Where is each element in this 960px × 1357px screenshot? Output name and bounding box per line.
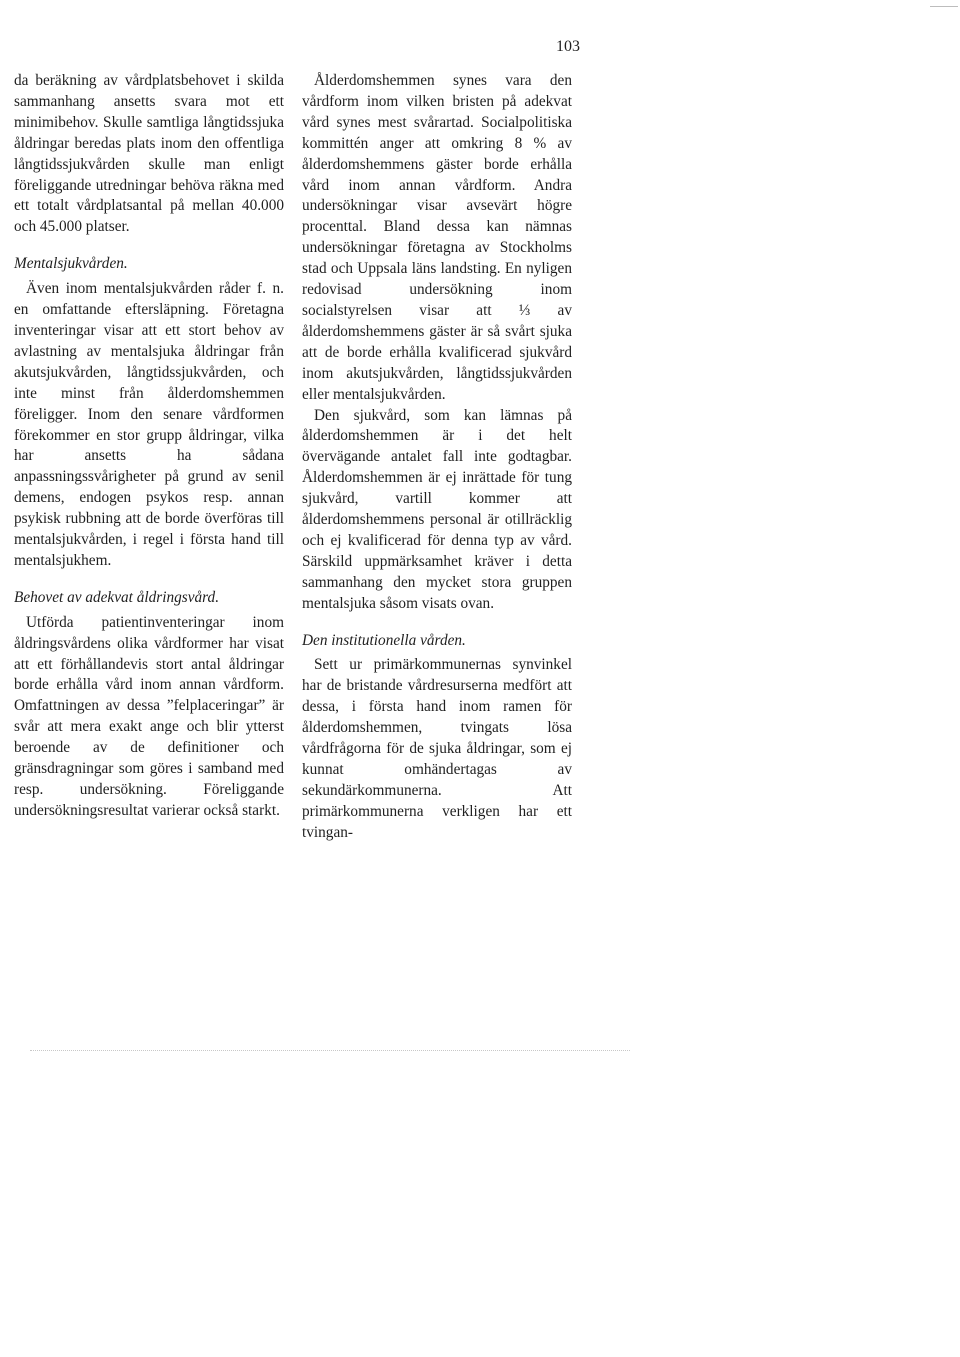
- right-column: [302, 71, 572, 844]
- left-paragraph-3: Utförda patientinventeringar inom åldringsvårdens olika vårdformer har visat att ett förhållandevis stort antal åldringar borde erhålla vård inom annan vårdform. Omfattningen av dessa ”felplaceringar” är svår att mera exakt ange och blir ytterst beroende av de definitioner och gränsdragningar som göres i samband med resp. undersökning. Föreliggande undersökningsresultat varierar också starkt.: [14, 613, 284, 819]
- left-paragraph-2: Även inom mentalsjukvården råder f. n. en omfattande eftersläpning. Företagna inventeringar visar att ett stort behov av avlastning av mentalsjuka åldringar från akutsjukvården, långtidssjukvården, och inte minst från ålderdomshemmen föreligger. Inom den senare vårdformen förekommer en stor grupp åldringar, vilka har ansetts ha sådana anpassningssvårigheter på grund av senil demens, endogen psykos resp. annan psykisk rubbning att de borde överföras till mentalsjukvården, i regel i första hand till mentalsjukhem.: [14, 280, 284, 569]
- page-number: 103: [556, 38, 580, 55]
- right-heading-institutionella: Den institutionella vården.: [302, 631, 466, 649]
- right-paragraph-1: Ålderdomshemmen synes vara den vårdform inom vilken bristen på adekvat vård synes mest svårartad. Socialpolitiska kommittén anger att omkring 8 % av ålderdomshemmens gäster borde erhålla vård inom annan vårdform. Andra undersökningar visar avsevärt högre procenttal. Bland dessa kan nämnas undersökningar företagna av Stockholms stad och Uppsala läns landsting. En nyligen redovisad undersökning inom socialstyrelsen visar att ⅓ av ålderdomshemmens gäster är så svårt sjuka att de borde erhålla kvalificerad sjukvård inom akutsjukvården, långtidssjukvården eller mentalsjukvården.: [302, 72, 572, 403]
- left-paragraph-1: da beräkning av vårdplatsbehovet i skilda sammanhang ansetts svara mot ett minimibehov. Skulle samtliga långtidssjuka åldringar beredas plats inom den offentliga långtidssjukvården skulle man enligt föreliggande utredningar behöva räkna med ett totalt vårdplatsantal på mellan 40.000 och 45.000 platser.: [14, 72, 284, 236]
- left-column: [14, 71, 284, 822]
- left-heading-behovet: Behovet av adekvat åldringsvård.: [14, 588, 220, 606]
- right-paragraph-2: Den sjukvård, som kan lämnas på ålderdomshemmen är i det helt övervägande antalet fall inte godtagbar. Ålderdomshemmen är ej inrättade för tung sjukvård, vartill kommer att ålderdomshemmens personal är otillräcklig och ej kvalificerad för denna typ av vård. Särskild uppmärksamhet kräver i detta sammanhang den mycket stora gruppen mentalsjuka såsom visats ovan.: [302, 406, 572, 612]
- left-heading-mentalsjukvarden: Mentalsjukvården.: [14, 255, 128, 273]
- right-paragraph-3: Sett ur primärkommunernas synvinkel har de bristande vårdresurserna medfört att dessa, i första hand inom ramen för ålderdomshemmen, tvingats lösa vårdfrågorna för de sjuka åldringar, som ej kunnat omhändertagas av sekundärkommunerna. Att primärkommunerna verkligen har ett tvingan-: [302, 656, 572, 841]
- scan-artifact-line: [30, 1050, 630, 1052]
- scan-artifact-corner: [930, 6, 958, 7]
